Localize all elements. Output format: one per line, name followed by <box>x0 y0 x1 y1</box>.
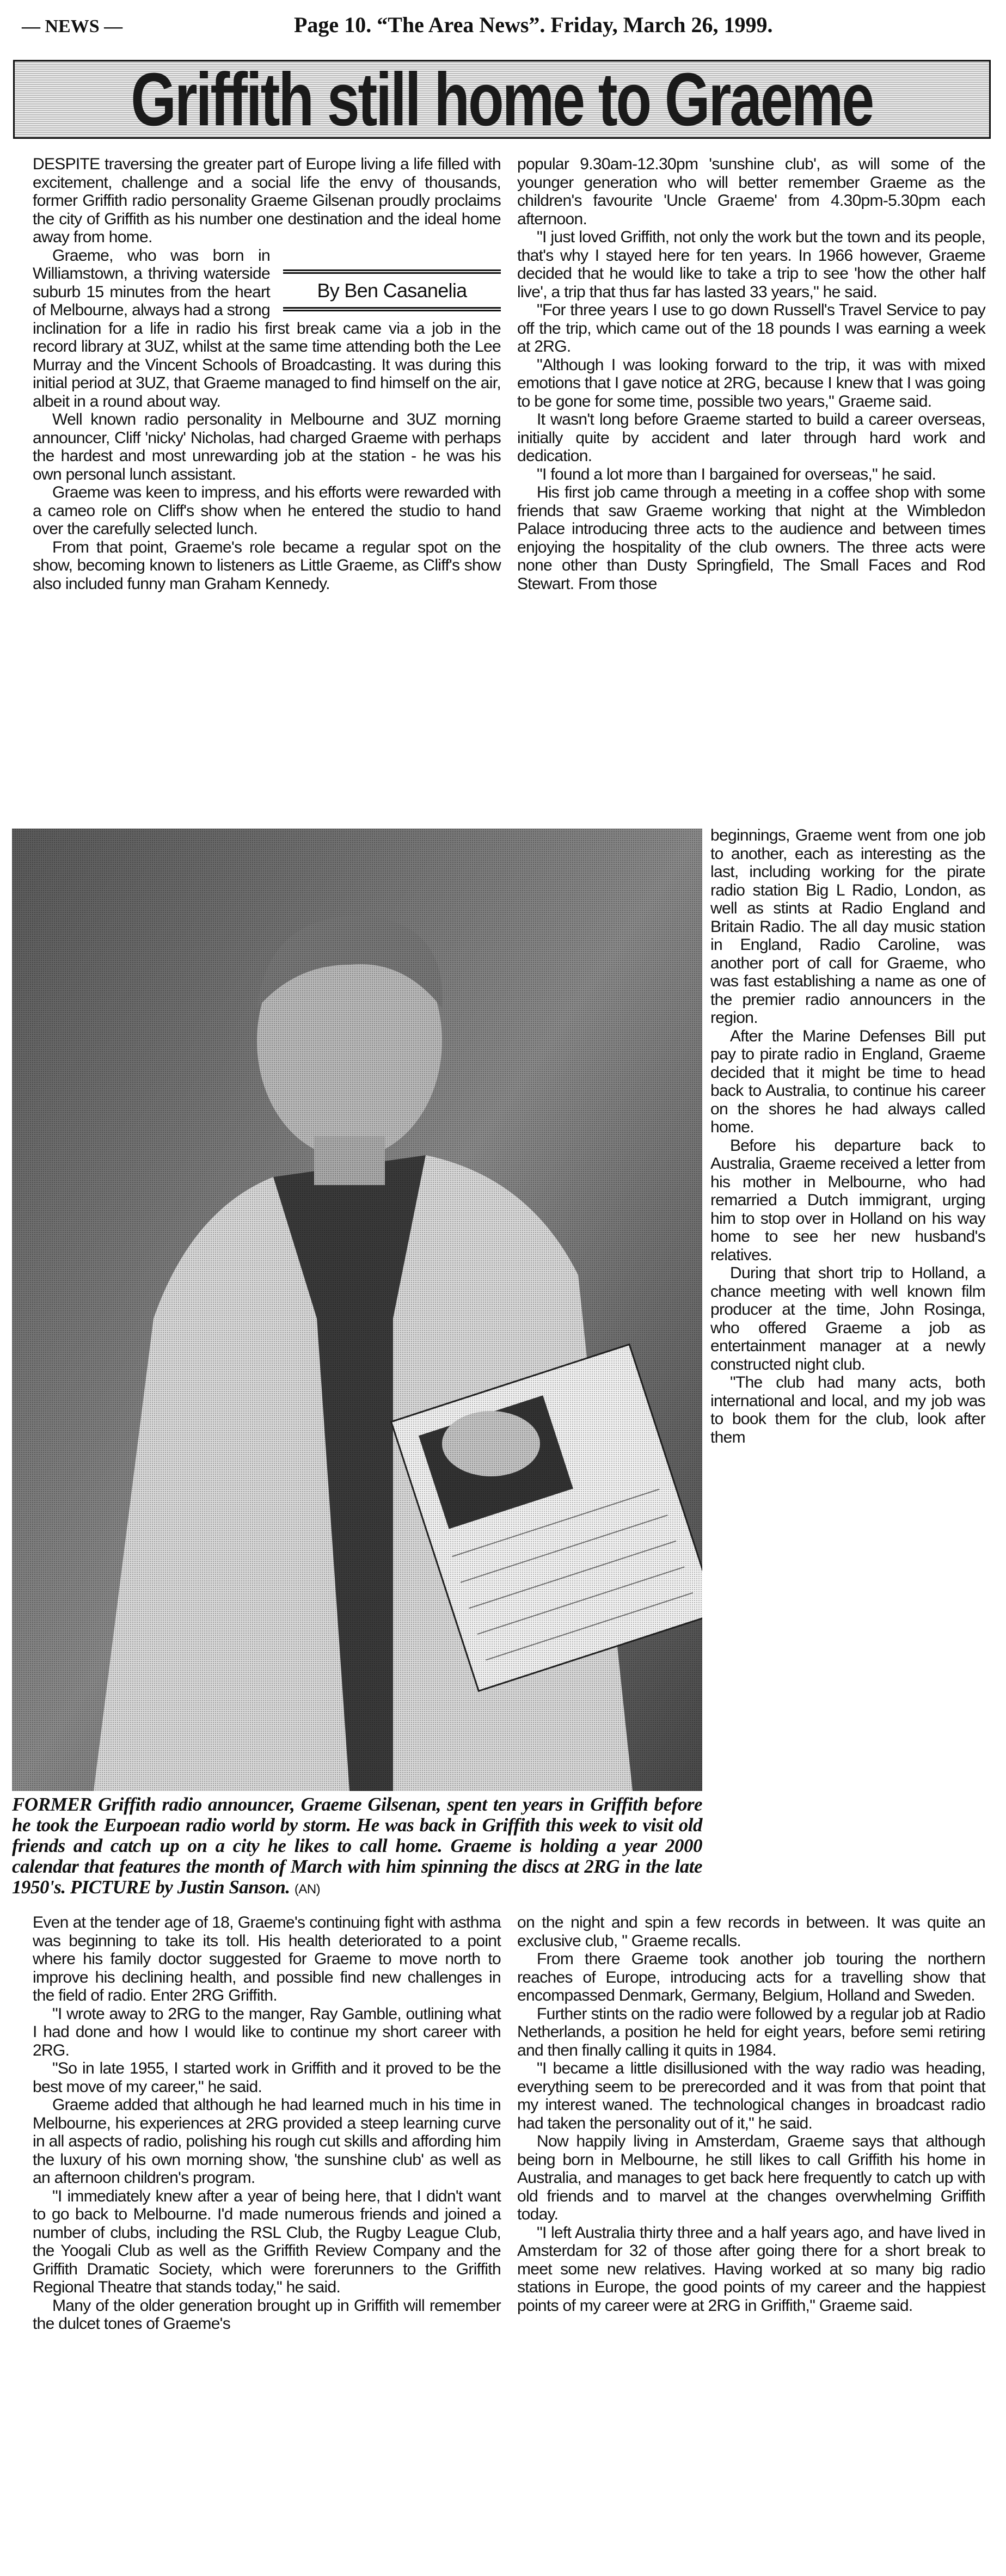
article-paragraph: Many of the older generation brought up in Griffith will remember the dulcet tones of Graeme's <box>33 2296 501 2333</box>
article-paragraph: beginnings, Graeme went from one job to another, each as interesting as the last, including working for the pirate radio station Big L Radio, London, as well as stints at Radio England and Britain Radio. The all day music station in England, Radio Caroline, was another port of call for Graeme, who was fast establishing a name as one of the premier radio announcers in the region. <box>710 826 985 1027</box>
page-dateline: Page 10. “The Area News”. Friday, March 26, 1999. <box>294 13 773 37</box>
photo-caption <box>12 1794 702 1900</box>
article-paragraph: After the Marine Defenses Bill put pay to pirate radio in England, Graeme decided that it might be time to head back to Australia, to continue his career on the shores he had always called home. <box>710 1027 985 1136</box>
article-paragraph: on the night and spin a few records in between. It was quite an exclusive club, " Graeme recalls. <box>517 1913 985 1950</box>
article-paragraph: DESPITE traversing the greater part of Europe living a life filled with excitement, challenge and a social life the envy of thousands, former Griffith radio personality Graeme Gilsenan proudly proclaims the city of Griffith as his number one destination and the ideal home away from home. <box>33 155 501 246</box>
article-paragraph: Now happily living in Amsterdam, Graeme says that although being born in Melbourne, he still likes to call Griffith his home in Australia, and manages to get back here frequently to catch up with old friends and to marvel at the changes overwhelming Griffith today. <box>517 2132 985 2223</box>
article-paragraph: "I became a little disillusioned with the way radio was heading, everything seem to be prerecorded and it was from that point that my interest waned. The technological changes in broadcast radio had taken the personality out of it," he said. <box>517 2059 985 2132</box>
article-paragraph: Graeme, who was born in Williamstown, a thriving waterside suburb 15 minutes from the heart of Melbourne, always had a strong inclination for a life in radio his first break came via a job in the record library at 3UZ, whilst at the same time attending both the Lee Murray and the Vincent Schools of Broadcasting. It was during this initial period at 3UZ, that Graeme managed to find himself on the air, albeit in a round about way. <box>33 246 501 410</box>
article-paragraph: "I wrote away to 2RG to the manger, Ray Gamble, outlining what I had done and how I would like to continue my short career with 2RG. <box>33 2004 501 2059</box>
article-paragraph: "Although I was looking forward to the trip, it was with mixed emotions that I gave notice at 2RG, because I knew that I was going to be gone for some time, possible two years," Graeme said. <box>517 355 985 410</box>
article-paragraph: It wasn't long before Graeme started to build a career overseas, initially quite by accident and later through hard work and dedication. <box>517 410 985 465</box>
photo-graeme-gilsenan <box>12 829 702 1791</box>
article-paragraph: "The club had many acts, both international and local, and my job was to book them for the club, look after them <box>710 1373 985 1446</box>
headline-banner <box>13 57 991 142</box>
article-paragraph: Further stints on the radio were followed by a regular job at Radio Netherlands, a position he held for eight years, before semi retiring and then finally calling it quits in 1984. <box>517 2004 985 2059</box>
article-paragraph: Well known radio personality in Melbourne and 3UZ morning announcer, Cliff 'nicky' Nicholas, had charged Graeme with perhaps the hardest and most unrewarding job at the station - he was his own personal lunch assistant. <box>33 410 501 483</box>
article-paragraph: From that point, Graeme's role became a regular spot on the show, becoming known to listeners as Little Graeme, as Cliff's show also included funny man Graham Kennedy. <box>33 538 501 593</box>
photo-illustration <box>12 829 702 1791</box>
article-paragraph: "For three years I use to go down Russell's Travel Service to pay off the trip, which came out of the 18 pounds I was earning a week at 2RG. <box>517 301 985 355</box>
article-column-bottom-left <box>33 1913 501 2333</box>
article-paragraph: Graeme added that although he had learned much in his time in Melbourne, his experiences at 2RG provided a steep learning curve in all aspects of radio, polishing his rough cut skills and affording him the luxury of his own morning show, 'the sunshine club' as well as an afternoon children's program. <box>33 2096 501 2187</box>
section-label: — NEWS — <box>22 16 123 36</box>
caption-credit: (AN) <box>294 1882 321 1897</box>
article-column-top-right <box>517 155 985 593</box>
article-paragraph: "I just loved Griffith, not only the work but the town and its people, that's why I stayed here for ten years. In 1966 however, Graeme decided that he would like to take a trip to see 'how the other half live', a trip that thus far has lasted 33 years," he said. <box>517 228 985 301</box>
article-paragraph: His first job came through a meeting in a coffee shop with some friends that saw Graeme working that night at the Wimbledon Palace introducing three acts to the audience and between times enjoying the hospitality of the club owners. The three acts were none other than Dusty Springfield, The Small Faces and Rod Stewart. From those <box>517 483 985 593</box>
article-column-bottom-right <box>517 1913 985 2315</box>
article-paragraph: Before his departure back to Australia, Graeme received a letter from his mother in Melbourne, who had remarried a Dutch immigrant, urging him to stop over in Holland on his way home to see her new husband's relatives. <box>710 1136 985 1264</box>
article-paragraph: "I immediately knew after a year of being here, that I didn't want to go back to Melbourne. I'd made numerous friends and joined a number of clubs, including the RSL Club, the Rugby League Club, the Yoogali Club as well as the Griffith Review Company and the Griffith Dramatic Society, which were forerunners to the Griffith Regional Theatre that stands today," he said. <box>33 2187 501 2296</box>
article-paragraph: "So in late 1955, I started work in Griffith and it proved to be the best move of my career," he said. <box>33 2059 501 2096</box>
article-paragraph: "I found a lot more than I bargained for overseas," he said. <box>537 465 936 483</box>
article-paragraph: "I left Australia thirty three and a half years ago, and have lived in Amsterdam for 32 of those after going there for a short break to meet some new relatives. Having worked at so many big radio stations in Europe, the good points of my career and the happiest points of my career were at 2RG in Griffith," Graeme said. <box>517 2223 985 2315</box>
headline: Griffith still home to Graeme <box>131 57 873 142</box>
article-paragraph: Even at the tender age of 18, Graeme's continuing fight with asthma was beginning to take its toll. His health deteriorated to a point where his family doctor suggested for Graeme to move north to improve his declining health, and possible find new challenges in the field of radio. Enter 2RG Griffith. <box>33 1913 501 2004</box>
article-column-beside-photo <box>710 826 985 1446</box>
article-column-top-left <box>33 155 501 593</box>
article-paragraph: popular 9.30am-12.30pm 'sunshine club', as will some of the younger generation who will better remember Graeme as the children's favourite 'Uncle Graeme' from 4.30pm-5.30pm each afternoon. <box>517 155 985 228</box>
caption-text: FORMER Griffith radio announcer, Graeme Gilsenan, spent ten years in Griffith before he took the Eurpoean radio world by storm. He was back in Griffith this week to visit old friends and catch up on a city he likes to call home. Graeme is holding a year 2000 calendar that features the month of March with him spinning the discs at 2RG in the late 1950's. PICTURE by Justin Sanson. <box>12 1794 702 1898</box>
article-paragraph: Graeme was keen to impress, and his efforts were rewarded with a cameo role on Cliff's show when he entered the studio to hand over the carefully selected lunch. <box>33 483 501 538</box>
article-paragraph: From there Graeme took another job touring the northern reaches of Europe, introducing acts for a travelling show that encompassed Denmark, Germany, Belgium, Holland and Sweden. <box>517 1950 985 2004</box>
byline: By Ben Casanelia <box>283 269 501 312</box>
article-paragraph: During that short trip to Holland, a chance meeting with well known film producer at the time, John Rosinga, who offered Graeme a job as entertainment manager at a newly constructed night club. <box>710 1264 985 1373</box>
